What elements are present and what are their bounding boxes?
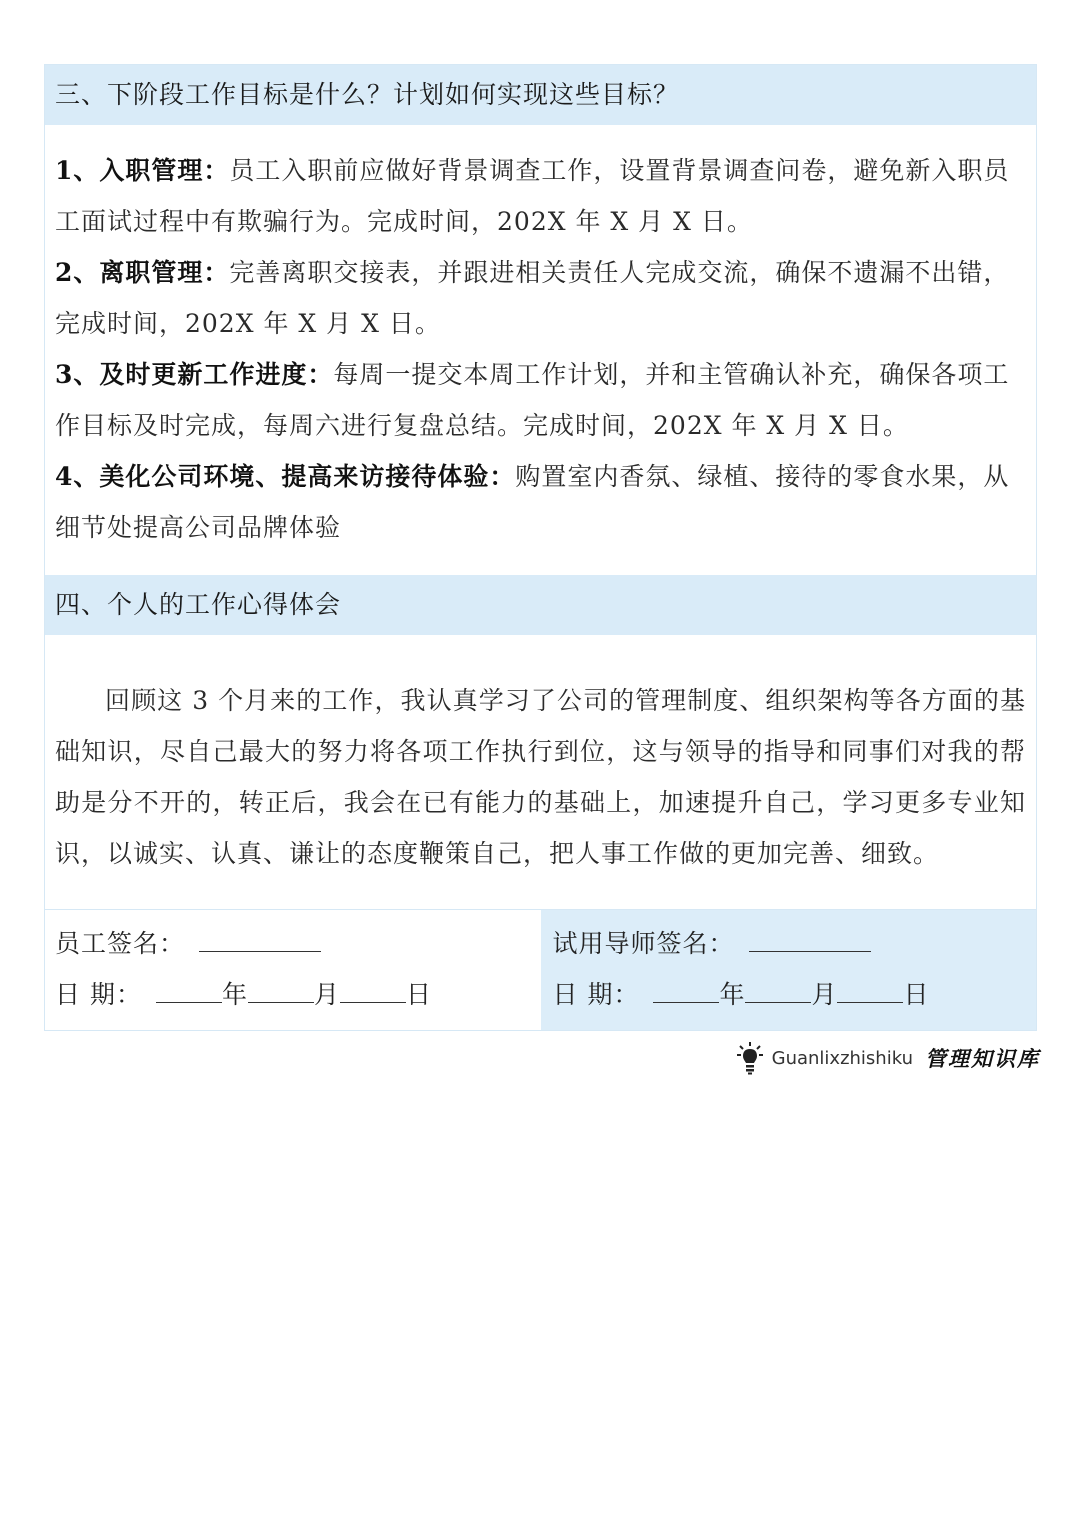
day-label: 日: [405, 980, 432, 1009]
day-field[interactable]: [340, 974, 406, 1003]
section-3-body: [45, 125, 1036, 575]
mentor-signature-line: [553, 918, 1027, 969]
year-field[interactable]: [653, 974, 719, 1003]
appraisal-form: [44, 64, 1037, 1031]
goal-item-2: [55, 247, 1026, 349]
employee-signature-block: [45, 910, 541, 1030]
goal-item-1: [55, 145, 1026, 247]
mentor-signature-block: [541, 910, 1037, 1030]
goal-item-label: 2、离职管理：: [55, 258, 230, 287]
brand-name-chinese: 管理知识库: [925, 1046, 1040, 1071]
month-field[interactable]: [248, 974, 314, 1003]
signature-row: [45, 909, 1036, 1030]
month-label: 月: [313, 980, 340, 1009]
mentor-signature-field[interactable]: [749, 923, 871, 952]
goal-item-4: [55, 451, 1026, 553]
employee-date-line: [55, 969, 531, 1020]
year-label: 年: [719, 980, 746, 1009]
year-label: 年: [221, 980, 248, 1009]
day-field[interactable]: [837, 974, 903, 1003]
employee-signature-label: 员工签名：: [55, 929, 186, 958]
goal-item-3: [55, 349, 1026, 451]
goal-item-text: 每周一提交本周工作计划，并和主管确认补充，确保各项工作目标及时完成，每周六进行复盘总结。完成时间，202X 年 X 月 X 日。: [55, 360, 1010, 440]
employee-signature-field[interactable]: [199, 923, 321, 952]
goal-item-text: 完善离职交接表，并跟进相关责任人完成交流，确保不遗漏不出错，完成时间，202X 年 X 月 X 日。: [55, 258, 1010, 338]
mentor-date-line: [553, 969, 1027, 1020]
date-label: 日 期：: [55, 980, 142, 1009]
year-field[interactable]: [156, 974, 222, 1003]
section-4-heading: 四、个人的工作心得体会: [45, 575, 1036, 635]
goal-item-label: 1、入职管理：: [55, 156, 230, 185]
goal-item-label: 4、美化公司环境、提高来访接待体验：: [55, 462, 516, 491]
section-4-body: [45, 635, 1036, 909]
goal-item-text: 员工入职前应做好背景调查工作，设置背景调查问卷，避免新入职员工面试过程中有欺骗行为。完成时间，202X 年 X 月 X 日。: [55, 156, 1010, 236]
day-label: 日: [903, 980, 930, 1009]
experience-paragraph: 回顾这 3 个月来的工作，我认真学习了公司的管理制度、组织架构等各方面的基础知识，尽自己最大的努力将各项工作执行到位，这与领导的指导和同事们对我的帮助是分不开的，转正后，我会在已有能力的基础上，加速提升自己，学习更多专业知识，以诚实、认真、谦让的态度鞭策自己，把人事工作做的更加完善、细致。: [55, 686, 1026, 868]
month-label: 月: [811, 980, 838, 1009]
lightbulb-icon: [736, 1041, 764, 1075]
employee-signature-line: [55, 918, 531, 969]
date-label: 日 期：: [552, 980, 640, 1009]
brand-footer: [736, 1040, 1040, 1076]
goal-item-text: 购置室内香氛、绿植、接待的零食水果，从细节处提高公司品牌体验: [55, 462, 1010, 542]
mentor-signature-label: 试用导师签名：: [552, 929, 735, 958]
section-3-heading: 三、下阶段工作目标是什么？计划如何实现这些目标？: [45, 65, 1036, 125]
goal-item-label: 3、及时更新工作进度：: [55, 360, 334, 389]
brand-name-english: Guanlixzhishiku: [771, 1047, 913, 1069]
month-field[interactable]: [745, 974, 811, 1003]
